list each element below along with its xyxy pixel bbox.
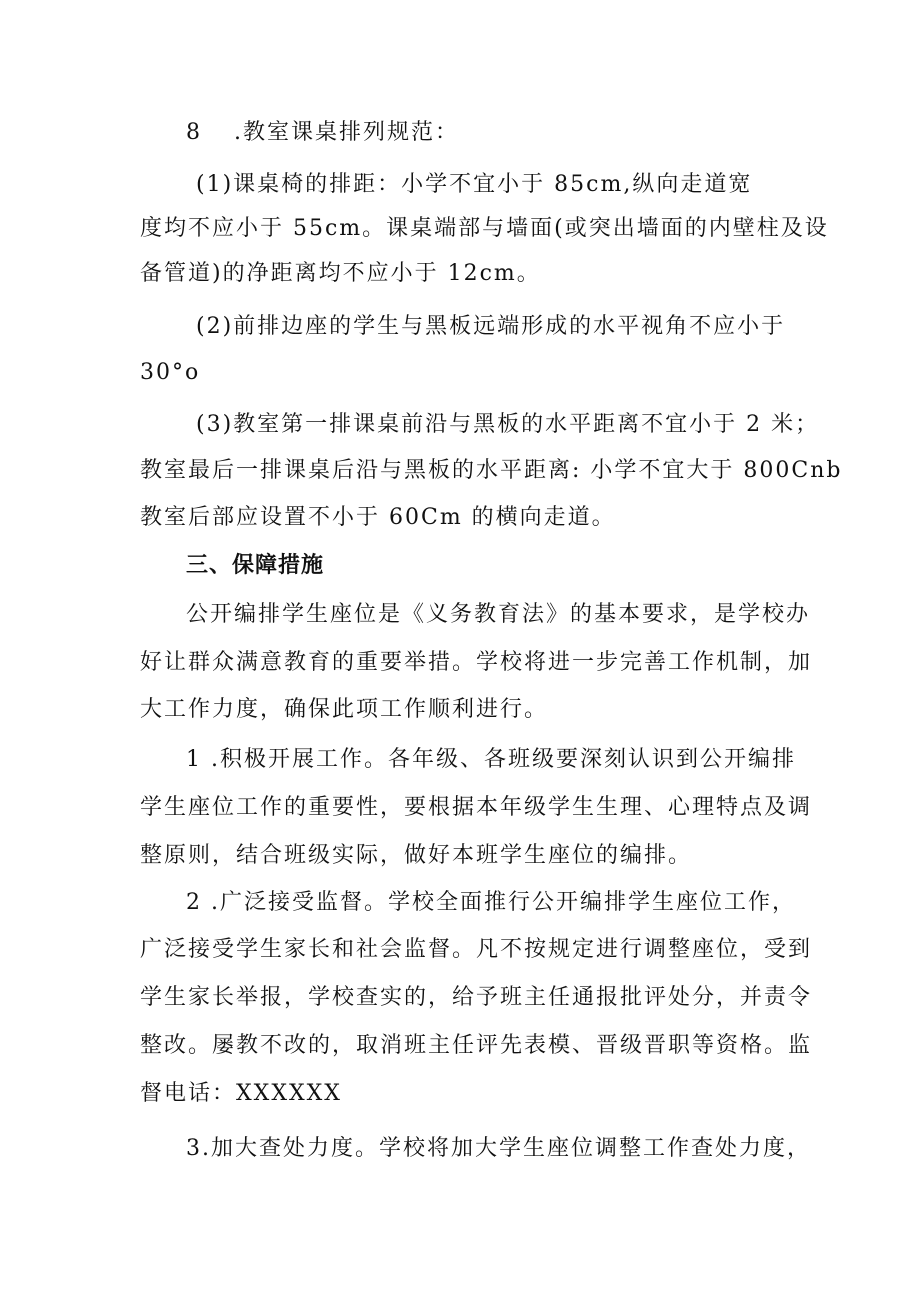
section-3-heading: 三、保障措施: [186, 553, 325, 578]
measure-3-line-1: 3.加大查处力度。学校将加大学生座位调整工作查处力度，: [186, 1136, 811, 1161]
section-8-number: 8: [186, 120, 202, 145]
measure-1-line-2: 学生座位工作的重要性，要根据本年级学生生理、心理特点及调: [140, 795, 813, 820]
item-1-line-1: (1)课桌椅的排距：小学不宜小于 85cm,纵向走道宽: [196, 172, 753, 197]
item-3-line-3: 教室后部应设置不小于 60Cm 的横向走道。: [140, 505, 616, 530]
item-1-line-2: 度均不应小于 55cm。课桌端部与墙面(或突出墙面的内壁柱及设: [140, 216, 829, 241]
intro-line-1: 公开编排学生座位是《义务教育法》的基本要求，是学校办: [186, 602, 811, 627]
measure-2-line-2: 广泛接受学生家长和社会监督。凡不按规定进行调整座位，受到: [140, 937, 813, 962]
section-8-title: .教室课桌排列规范：: [234, 120, 459, 145]
section-8-title-line: [186, 118, 459, 148]
item-3-line-1: (3)教室第一排课桌前沿与黑板的水平距离不宜小于 2 米；: [196, 412, 820, 437]
measure-1-line-3: 整原则，结合班级实际，做好本班学生座位的编排。: [140, 843, 693, 868]
item-2-line-1: (2)前排边座的学生与黑板远端形成的水平视角不应小于: [196, 314, 786, 339]
item-3-line-2: 教室最后一排课桌后沿与黑板的水平距离: 小学不宜大于 800Cnb: [140, 458, 843, 483]
intro-line-2: 好让群众满意教育的重要举措。学校将进一步完善工作机制，加: [140, 650, 813, 675]
measure-2-line-5: 督电话：XXXXXX: [140, 1081, 342, 1106]
measure-1-line-1: 1 .积极开展工作。各年级、各班级要深刻认识到公开编排: [186, 747, 796, 772]
intro-line-3: 大工作力度，确保此项工作顺利进行。: [140, 697, 549, 722]
measure-2-line-3: 学生家长举报，学校查实的，给予班主任通报批评处分，并责令: [140, 985, 813, 1010]
measure-2-line-1: 2 .广泛接受监督。学校全面推行公开编排学生座位工作，: [186, 890, 796, 915]
measure-2-line-4: 整改。屡教不改的，取消班主任评先表模、晋级晋职等资格。监: [140, 1033, 813, 1058]
item-1-line-3: 备管道)的净距离均不应小于 12cm。: [140, 261, 541, 286]
item-2-line-2: 30°o: [140, 360, 201, 385]
